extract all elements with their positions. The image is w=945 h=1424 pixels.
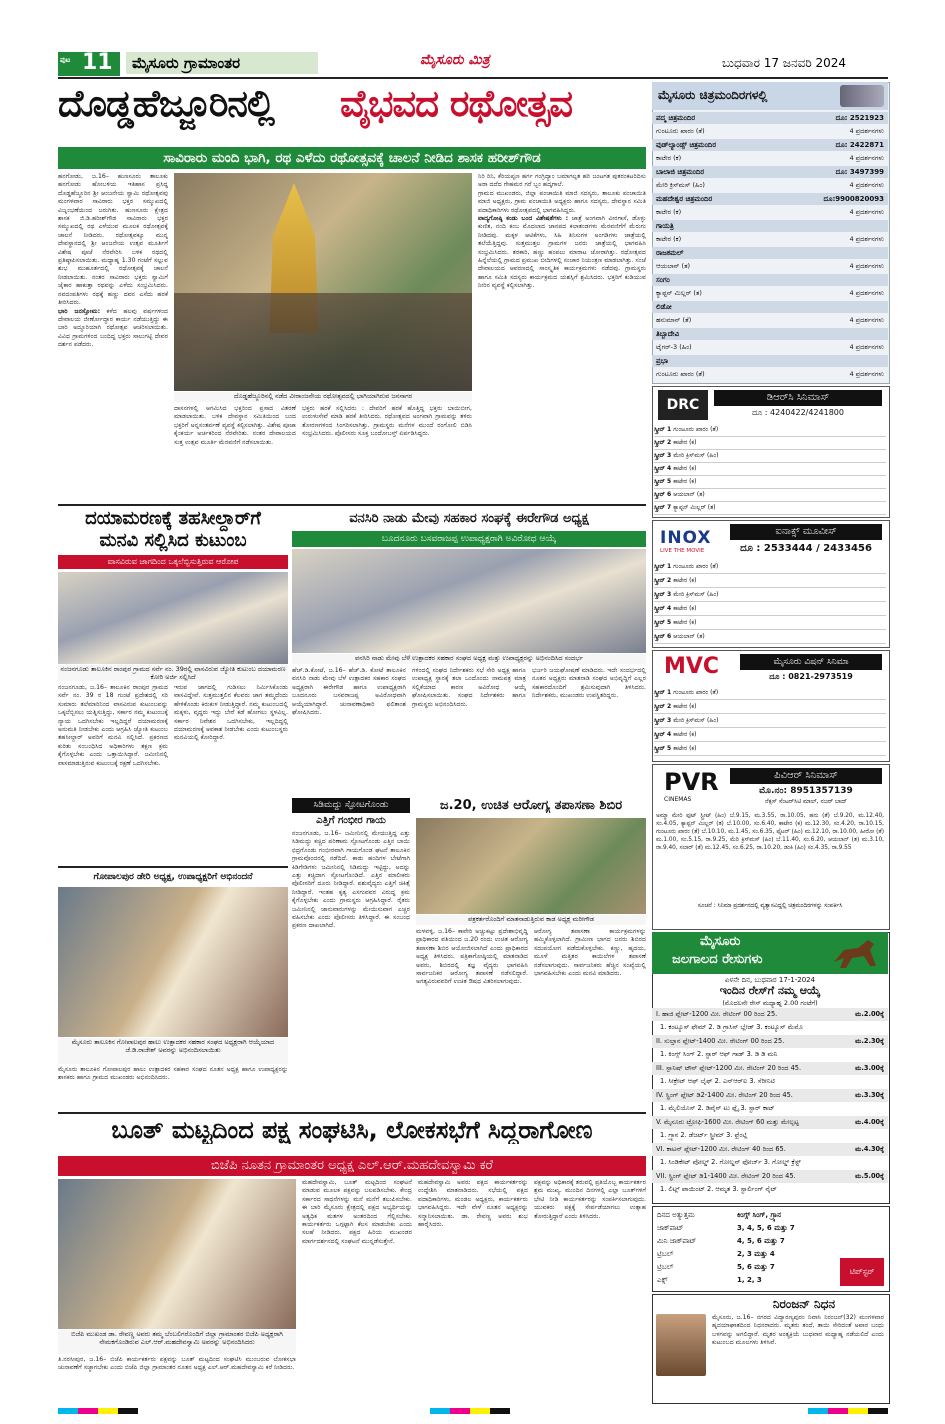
race-time: (ಮೊದಲನೇ ರೇಸ್ ಮಧ್ಯಾಹ್ನ 2.00 ಗಂಟೆಗೆ) bbox=[722, 999, 818, 1007]
theatre-shows: 4 ಪ್ರದರ್ಶನಗಳು bbox=[849, 127, 884, 135]
screen-shows: ಕಾಟೇರ (ಕ) bbox=[673, 577, 697, 584]
cinema-title: ಮೈಸೂರು ಚಿತ್ರಮಂದಿರಗಳಲ್ಲಿ bbox=[658, 88, 768, 102]
story2-photo-caption: ನಂಜನಗೂಡು ತಾಲೂಕಿನ ರಾಂಪುರ ಗ್ರಾಮದ ಸರ್ವೆ ನಂ. 39ರಲ್ಲಿ ವಾಸವಿರುವ ಜ್ಯೋತಿ ಕುಟುಂಬ ದಯಾಮರಣ ಕೋರಿ ಅರ್ಜಿ ಸಲ್ಲಿಸಿದೆ bbox=[58, 665, 288, 681]
race-time: ಮ.4.00ಕ್ಕೆ bbox=[855, 1118, 884, 1126]
drc-name: ಡಿಆರ್‌ಸಿ ಸಿನಿಮಾಸ್ bbox=[714, 390, 882, 406]
lead-subhead: ಸಾವಿರಾರು ಮಂದಿ ಭಾಗಿ, ರಥ ಎಳೆದು ರಥೋತ್ಸವಕ್ಕೆ ಚಾಲನೆ ನೀಡಿದ ಶಾಸಕ ಹರೀಶ್‌ಗೌಡ bbox=[58, 147, 646, 169]
lead-bottom-rule bbox=[58, 504, 646, 506]
screen-shows: ಮೇರಿ ಕ್ರಿಸ್‌ಮಸ್ (ಹಿಂ) bbox=[673, 717, 719, 724]
theatre-phone: ದೂ: 2422871 bbox=[835, 141, 884, 149]
story5-text: ನಂಜನಗೂಡು, ಜ.16– ಜಮೀನಿನಲ್ಲಿ ಮೇಯುತ್ತಿದ್ದ ಎತ್ತು ಸಿಡಿಮದ್ದು ಕಚ್ಚಿದ ಪರಿಣಾಮ ಸ್ಫೋಟಗೊಂಡು ಎತ್ತಿನ ಬಾಯಿ ಛಿದ್ರಗೊಂಡು ಗಂಭೀರವಾಗಿ ಗಾಯಗೊಂಡ ಘಟನೆ ತಾಲೂಕಿನ ಗ್ರಾಮವೊಂದರಲ್ಲಿ ನಡೆದಿದೆ. ಕಾಡು ಹಂದಿಗಳ ಬೇಟೆಗಾಗಿ ಕಿಡಿಗೇಡಿಗಳು ಜಮೀನಿನಲ್ಲಿ ಸಿಡಿಮದ್ದು ಇಟ್ಟಿದ್ದು, ಅದನ್ನು ಎತ್ತು ಕಚ್ಚಿದಾಗ ಸ್ಫೋಟಗೊಂಡಿದೆ. ಎತ್ತಿನ ಮಾಲೀಕರು ಪೊಲೀಸರಿಗೆ ದೂರು ನೀಡಿದ್ದಾರೆ. ಪಶುವೈದ್ಯರು ಎತ್ತಿಗೆ ಚಿಕಿತ್ಸೆ ನೀಡಿದ್ದಾರೆ. ಇಂತಹ ಕೃತ್ಯ ಎಸಗುವವರ ವಿರುದ್ಧ ಕ್ರಮ ಕೈಗೊಳ್ಳಬೇಕು ಎಂದು ಗ್ರಾಮಸ್ಥರು ಆಗ್ರಹಿಸಿದ್ದಾರೆ. ರೈತರು ಜಮೀನಿನಲ್ಲಿ ಜಾನುವಾರುಗಳನ್ನು ಮೇಯಿಸುವಾಗ ಎಚ್ಚರ ವಹಿಸಬೇಕು ಎಂದು ಪೊಲೀಸರು ತಿಳಿಸಿದ್ದಾರೆ. ಈ ಸಂಬಂಧ ಪ್ರಕರಣ ದಾಖಲಾಗಿದೆ. bbox=[292, 830, 410, 930]
theatre-film-row bbox=[652, 260, 888, 272]
color-bar-left bbox=[58, 1408, 138, 1414]
masthead-rule bbox=[58, 77, 888, 79]
date-line: ಬುಧವಾರ 17 ಜನವರಿ 2024 bbox=[722, 56, 847, 70]
jackpot-label: ಎಕ್ಸ್ bbox=[657, 1276, 668, 1284]
theatre-film-row bbox=[652, 287, 888, 299]
story2-photo bbox=[58, 572, 288, 664]
story3-headline: ವನಸಿರಿ ನಾಡು ಮೇವು ಸಹಕಾರ ಸಂಘಕ್ಕೆ ಈರೇಗೌಡ ಅಧ್ಯಕ್ಷ bbox=[349, 511, 589, 526]
jackpot-value: ಕಿಂಗ್ಸ್ ಸಿಂಗ್, ಗ್ರ್ಯಾನ bbox=[737, 1211, 781, 1219]
theatre-film: ಟೈಗರ್-3 (ಹಿಂ) bbox=[656, 343, 692, 351]
race-row-head bbox=[652, 1008, 888, 1021]
theatre-name-row bbox=[652, 139, 888, 151]
theatre-name: ರಾಜಕಮಲ್ bbox=[656, 249, 684, 257]
theatre-film-row bbox=[652, 152, 888, 164]
mvc-phone: ದೂ : 0821-2973519 bbox=[769, 672, 853, 681]
story6-photo-caption: ಪತ್ರಕರ್ತರೊಂದಿಗೆ ಮಾತನಾಡುತ್ತಿರುವ ಕಾಡ ಅಧ್ಯಕ್ಷ ಮರೀಗೌಡ bbox=[416, 915, 646, 925]
screen-row bbox=[654, 686, 886, 700]
theatre-name: ತಿಬ್ಬಾದೇವಿ bbox=[656, 330, 680, 338]
screen-label: ಸ್ಕ್ರೀನ್ 3 bbox=[654, 717, 674, 724]
screen-row bbox=[654, 489, 886, 502]
screen-shows: ಕಾಟೇರ (ಕ) bbox=[673, 745, 697, 752]
jackpot-row bbox=[657, 1209, 837, 1221]
theatre-film: ಕಾಟೇರ (ಕ) bbox=[656, 235, 682, 243]
jackpot-row bbox=[657, 1222, 837, 1234]
obituary-title: ನಿರಂಜನ್ ನಿಧನ bbox=[772, 1297, 836, 1311]
jackpot-value: 1, 2, 3 bbox=[737, 1276, 762, 1284]
screen-shows: ಕಾಟೇರ (ಕ) bbox=[673, 619, 697, 626]
race-name: II. ಸುಲ್ತಾನ ಪ್ಲೇಟ್-1400 ಮೀ. ರೇಟಿಂಗ್ 00 ರಿಂದ 25. bbox=[656, 1037, 785, 1045]
horse-icon bbox=[830, 936, 882, 970]
theatre-film: ಗುಂಟೂರು ಖಾರಂ (ತೆ) bbox=[656, 370, 705, 378]
jackpot-value: 4, 5, 6 ಮತ್ತು 7 bbox=[737, 1237, 785, 1245]
screen-label: ಸ್ಕ್ರೀನ್ 1 bbox=[654, 426, 674, 433]
race-title-1: ಮೈಸೂರು bbox=[700, 934, 741, 949]
theatre-name-row bbox=[652, 274, 888, 286]
screen-label: ಸ್ಕ್ರೀನ್ 3 bbox=[654, 452, 674, 459]
theatre-name-row bbox=[652, 193, 888, 205]
lead-col-1: ಹನಗೋಡು, ಜ.16– ಹುಣಸೂರು ತಾಲೂಕು ಹನಗೋಡು ಹೋಬಳಿಯ ಇತಿಹಾಸ ಪ್ರಸಿದ್ಧ ದೊಡ್ಡಹೆಜ್ಜೂರಿನ ಶ್ರೀ ಆಂಜನೇಯ ಸ್ವಾಮಿ ರಥೋತ್ಸವವು ಮಂಗಳವಾರ ಸಾವಿರಾರು ಭಕ್ತರ ಸಮ್ಮುಖದಲ್ಲಿ ವಿಜೃಂಭಣೆಯಿಂದ ಜರುಗಿತು. ಹುಣಸೂರು ಕ್ಷೇತ್ರದ ಶಾಸಕ ಜಿ.ಡಿ.ಹರೀಶ್‌ಗೌಡ ಸಾವಿರಾರು ಭಕ್ತರ ಸಮ್ಮುಖದಲ್ಲಿ ರಥ ಎಳೆಯುವ ಮೂಲಕ ರಥೋತ್ಸವಕ್ಕೆ ಚಾಲನೆ ನೀಡಿದರು. ರಥೋತ್ಸವಕ್ಕೂ ಮುನ್ನ ದೇವಸ್ಥಾನದಲ್ಲಿ ಶ್ರೀ ಆಂಜನೇಯ ಉತ್ಸವ ಮೂರ್ತಿಗೆ ವಿಶೇಷ ಪೂಜೆ ನೆರವೇರಿಸಿ ಬಳಿಕ ರಥದಲ್ಲಿ ಪ್ರತಿಷ್ಠಾಪಿಸಲಾಯಿತು. ಮಧ್ಯಾಹ್ನ 1.30 ಗಂಟೆಗೆ ಸಲ್ಲುವ ಶುಭ ಮುಹೂರ್ತದಲ್ಲಿ ರಥೋತ್ಸವಕ್ಕೆ ಚಾಲನೆ ನೀಡಲಾಯಿತು. ನಂತರ ಸಾವಿರಾರು ಭಕ್ತರು ಸ್ವಾಮಿಗೆ ಜೈಕಾರ ಹಾಕುತ್ತಾ ರಥವನ್ನು ಎಳೆದು ಸಂಭ್ರಮಿಸಿದರು. ನವದಂಪತಿಗಳು ರಥಕ್ಕೆ ಹಣ್ಣು ದವನ ಎಸೆದು ಹರಕೆ ತೀರಿಸಿದರು. ಭಾರಿ ಜನಸ್ತೋಮ: ಕಳೆದ ಹಲವು ವರ್ಷಗಳಿಂದ ದೇವಾಲಯ ಜೀರ್ಣೋದ್ಧಾರ ಕಾರ್ಯ ನಡೆಯುತ್ತಿದ್ದು ಈ ಬಾರಿ ಅದ್ದೂರಿಯಾಗಿ ರಥೋತ್ಸವ ಆಚರಿಸಲಾಯಿತು. ವಿವಿಧ ಗ್ರಾಮಗಳಿಂದ ಬಂದಿದ್ದ ಭಕ್ತರು ಸಾಲುಗಟ್ಟಿ ದೇವರ ದರ್ಶನ ಪಡೆದರು. bbox=[58, 173, 168, 349]
theatre-film: ಕ್ಯಾಪ್ಟನ್ ಮಿಲ್ಲರ್ (ತ) bbox=[656, 289, 702, 297]
theatre-film-row bbox=[652, 314, 888, 326]
race-time: ಮ.2.00ಕ್ಕೆ bbox=[855, 1010, 884, 1018]
screen-row bbox=[654, 742, 886, 756]
screen-row bbox=[654, 574, 886, 588]
theatre-name: ಬಾಲಾಜಿ ಚಿತ್ರಮಂದಿರ bbox=[656, 168, 705, 176]
pvr-note: ಸೂಚನೆ : ಸಿನಿಮಾ ಪ್ರದರ್ಶನದಲ್ಲಿ ವ್ಯತ್ಯಾಸವಿದ್ದಲ್ಲಿ ಚಿತ್ರಮಂದಿರಗಳನ್ನು ಸಂಪರ್ಕಿಸಿ bbox=[697, 903, 843, 909]
lead-headline-a: ದೊಡ್ಡಹೆಜ್ಜೂರಿನಲ್ಲಿ bbox=[58, 82, 274, 125]
film-reel-icon bbox=[840, 85, 884, 107]
story7-headline: ಬೂತ್ ಮಟ್ಟದಿಂದ ಪಕ್ಷ ಸಂಘಟಿಸಿ, ಲೋಕಸಭೆಗೆ ಸಿದ್ಧರಾಗೋಣ bbox=[111, 1116, 593, 1144]
inox-logo: INOX bbox=[660, 528, 712, 548]
race-name: V. ಮೈಸೂರು ಟ್ರೋಫಿ-1600 ಮೀ. ರೇಟಿಂಗ್ 60 ಮತ್ತು ಮೇಲ್ಪಟ್ಟ bbox=[656, 1118, 799, 1126]
story3-kicker: ಬೂದನೂರು ಬಸವರಾಜಪ್ಪ ಉಪಾಧ್ಯಕ್ಷರಾಗಿ ಅವಿರೋಧ ಆಯ್ಕೆ bbox=[292, 531, 646, 547]
theatre-shows: 4 ಪ್ರದರ್ಶನಗಳು bbox=[849, 343, 884, 351]
race-rows bbox=[652, 1008, 888, 1200]
story3-photo bbox=[292, 549, 646, 653]
jackpot-value: 5, 6 ಮತ್ತು 7 bbox=[737, 1263, 775, 1271]
lead-photo-chariot bbox=[174, 173, 472, 391]
race-pick: 1. ಸೀಕ್ರೇಟ್ ಆಫ್ ಲೈಫ್ 2. ಎನ್‌ಆರ್‌ಐ 3. ಸೆರೀನಿಟಿ bbox=[660, 1077, 775, 1085]
inox-name: ಐನಾಕ್ಸ್ ಮೂವೀಸ್ bbox=[730, 524, 882, 540]
theatre-film: ಮೇರಿ ಕ್ರಿಸ್‌ಮಸ್ (ಹಿಂ) bbox=[656, 181, 705, 189]
screen-row bbox=[654, 728, 886, 742]
race-time: ಮ.4.30ಕ್ಕೆ bbox=[855, 1145, 884, 1153]
story7-col-4: ಪಕ್ಷವನ್ನು ಅಧಿಕಾರಕ್ಕೆ ತರುವಲ್ಲಿ ಪ್ರತಿಯೊಬ್ಬ ಕಾರ್ಯಕರ್ತರ ಶ್ರಮ ಮುಖ್ಯ. ಮುಂದಿನ ದಿನಗಳಲ್ಲಿ ಎಲ್ಲಾ ಬೂತ್‌ಗಳಿಗೆ ಭೇಟಿ ನೀಡಿ ಕಾರ್ಯಕರ್ತರನ್ನು ಸಂಪರ್ಕಿಸಲಾಗುವುದು. ಯುವಕರು ಪಕ್ಷಕ್ಕೆ ಸೇರ್ಪಡೆಯಾಗಲು ಉತ್ಸಾಹ ತೋರುತ್ತಿದ್ದಾರೆ ಎಂದು ತಿಳಿಸಿದರು. bbox=[534, 1179, 646, 1220]
pvr-logo: PVR bbox=[664, 768, 719, 796]
story7-subhead: ಬಿಜೆಪಿ ನೂತನ ಗ್ರಾಮಾಂತರ ಅಧ್ಯಕ್ಷ ಎಲ್.ಆರ್.ಮಹದೇವಸ್ವಾಮಿ ಕರೆ bbox=[58, 1156, 646, 1176]
inox-screens bbox=[654, 560, 886, 644]
screen-shows: ಆಯಲಾನ್ (ತ) bbox=[673, 633, 705, 640]
theatre-phone: ದೂ:9900820093 bbox=[823, 195, 884, 203]
story4-photo-caption: ಮೈಸೂರು ತಾಲೂಕಿನ ಗೋಪಾಲಪುರ ಹಾಲು ಉತ್ಪಾದಕರ ಸಹಕಾರ ಸಂಘದ ಅಧ್ಯಕ್ಷರಾಗಿ ಆಯ್ಕೆಯಾದ ಜೆ.ಡಿ.ರಾಜೇಶ್ ಅವರನ್ನು ಅಭಿನಂದಿಸಲಾಯಿತು bbox=[58, 1038, 288, 1064]
theatre-film: ಆಯಲಾನ್ (ತ) bbox=[656, 262, 691, 270]
story4-photo bbox=[58, 887, 288, 1037]
theatre-phone: ದೂ: 3497399 bbox=[835, 168, 884, 176]
theatre-film: ಕಾಟೇರ (ಕ) bbox=[656, 208, 682, 216]
jackpot-value: 2, 3 ಮತ್ತು 4 bbox=[737, 1250, 775, 1258]
screen-shows: ಕಾಟೇರ (ಕ) bbox=[673, 478, 697, 485]
theatre-list bbox=[652, 112, 888, 382]
story2-col-1: ನಂಜನಗೂಡು, ಜ.16– ತಾಲೂಕಿನ ರಾಂಪುರ ಗ್ರಾಮದ ಸರ್ವೆ ನಂ. 39 ರ 18 ಗುಂಟೆ ಪ್ರದೇಶದಲ್ಲಿ ಸರಿ ಸುಮಾರು ತಲೆಮಾರಿನಿಂದ ವಾಸವಿರುವ ಕುಟುಂಬವನ್ನು ಒಕ್ಕಲೆಬ್ಬಿಸಲು ಯತ್ನಿಸುತ್ತಿದ್ದು, ಸರ್ಕಾರ ನಮ್ಮ ಕುಟುಂಬಕ್ಕೆ ನ್ಯಾಯ ಒದಗಿಸಬೇಕು ಇಲ್ಲದಿದ್ದರೆ ದಯಾಮರಣಕ್ಕೆ ಅನುಮತಿ ನೀಡಬೇಕು ಎಂದು ಆಗ್ರಹಿಸಿ ಜ್ಯೋತಿ ಕುಟುಂಬ ತಹಸೀಲ್ದಾರ್ ಅವರಿಗೆ ಮನವಿ ಸಲ್ಲಿಸಿದೆ. ಪ್ರಕರಣದ ಕುರಿತು ಸಂಬಂಧಿಸಿದ ಅಧಿಕಾರಿಗಳು ತಕ್ಷಣ ಕ್ರಮ ಕೈಗೊಳ್ಳಬೇಕು ಎಂದು ಒತ್ತಾಯಿಸಿದ್ದಾರೆ. ಜಮೀನಿನಲ್ಲಿ ವಾಸಮಾಡುತ್ತಿರುವ ಕುಟುಂಬಕ್ಕೆ ರಕ್ಷಣೆ ಒದಗಿಸಬೇಕು. bbox=[58, 684, 168, 767]
inox-tagline: LIVE THE MOVIE bbox=[660, 548, 705, 554]
theatre-name: ಮಹದೇಶ್ವರ ಚಿತ್ರಮಂದಿರ bbox=[656, 195, 713, 203]
story3-col-2: ಗಳಿಂದಲ್ಲಿ ಸಂಘದ ನಿರ್ದೇಶಕರು ಸಭೆ ಸೇರಿ ಅಧ್ಯಕ್ಷ ಹಾಗೂ ಉಪಾಧ್ಯಕ್ಷ ಸ್ಥಾನಕ್ಕೆ ತಲಾ ಒಂದೊಂದು ನಾಮಪತ್ರ ಮಾತ್ರ ಸಲ್ಲಿಕೆಯಾದ ಕಾರಣ ಅವಿರೋಧ ಆಯ್ಕೆ ಘೋಷಿಸಲಾಯಿತು. ಸಂಘದ ನಿರ್ದೇಶಕರು ಹಾಗೂ ಗ್ರಾಮಸ್ಥರು ಅಭಿನಂದಿಸಿದರು. bbox=[412, 667, 526, 708]
jackpot-label: ಟ್ರಿಬಲ್ bbox=[657, 1263, 674, 1271]
lead-col-4: ನಿರಿ ರಿನಿ, ಕೆರಿಯಪ್ಪಣ ಹರ್ಗ ಗಂಗ್ರಿದ್ಯಾಂ ಬಮಾಗಲ್ಪತ ಹರಿ ಜಂಟಗತ ಪುತರಂಕಟರಿದಿಸು ಅರಾ ದದೆದ ಗೇಹಮರ ಗರೆ ಬ್ಬಂ ಹದ್ಕಗಾಲೆ. ಗ್ರಾಮದ ಮುಖಂಡರು, ಜಿಲ್ಲಾ ಪಂಚಾಯಿತಿ ಮಾಜಿ ಸದಸ್ಯರು, ತಾಲೂಕು ಪಂಚಾಯಿತಿ ಮಾಜಿ ಅಧ್ಯಕ್ಷರು, ಗ್ರಾಮ ಪಂಚಾಯಿತಿ ಅಧ್ಯಕ್ಷರು ಹಾಗೂ ಸದಸ್ಯರು, ದೇವಸ್ಥಾನ ಸಮಿತಿ ಪದಾಧಿಕಾರಿಗಳು ರಥೋತ್ಸವದಲ್ಲಿ ಭಾಗವಹಿಸಿದ್ದರು. ವಾದ್ಯಗೋಷ್ಠಿ ಕಂಡು ಬಂದ ವಿಶೇಷತೆಗಳು : ಜಾತ್ರೆ ಅಂಗವಾಗಿ ವೀರಗಾಸೆ, ಡೊಳ್ಳು ಕುಣಿತ, ನಂದಿ ಕಂಬ ಮೊದಲಾದ ಜಾನಪದ ಕಲಾತಂಡಗಳು ಮೆರವಣಿಗೆಗೆ ಮೆರುಗು ನೀಡಿದವು. ಮಕ್ಕಳ ಆಟಿಕೆಗಳು, ಸಿಹಿ ತಿನಿಸುಗಳ ಅಂಗಡಿಗಳು ಜಾತ್ರೆಯಲ್ಲಿ ತಲೆಯೆತ್ತಿದ್ದವು. ಸುತ್ತಮುತ್ತಲ ಗ್ರಾಮಗಳ ಜನರು ಜಾತ್ರೆಯಲ್ಲಿ ಭಾಗವಹಿಸಿ ಸಂಭ್ರಮಿಸಿದರು. ತರಕಾರಿ, ಹಣ್ಣು ಹಂಪಲು ಮಾರಾಟ ಜೋರಾಗಿತ್ತು. ರಥೋತ್ಸವದ ಹಿನ್ನೆಲೆಯಲ್ಲಿ ಗ್ರಾಮದ ಪ್ರಮುಖ ಬೀದಿಗಳಲ್ಲಿ ಸಂಚಾರ ನಿಯಂತ್ರಣ ಮಾಡಲಾಗಿತ್ತು. ಸಂಜೆ ದೇವಾಲಯದ ಆವರಣದಲ್ಲಿ ಸಾಂಸ್ಕೃತಿಕ ಕಾರ್ಯಕ್ರಮಗಳು ನಡೆದವು. ಗ್ರಾಮಸ್ಥರು ಹಾಗೂ ಸಮಿತಿ ಸದಸ್ಯರು ಕಾರ್ಯಕ್ರಮದ ಯಶಸ್ಸಿಗೆ ಶ್ರಮಿಸಿದರು. ಭಕ್ತರಿಗೆ ಕುಡಿಯುವ ನೀರಿನ ವ್ಯವಸ್ಥೆ ಕಲ್ಪಿಸಲಾಗಿತ್ತು. bbox=[478, 173, 646, 290]
screen-row bbox=[654, 450, 886, 463]
race-row-head bbox=[652, 1116, 888, 1129]
theatre-name: ಸಂಗಂ bbox=[656, 276, 670, 284]
mvc-name: ಮೈಸೂರು ವಿಷನ್ ಸಿನಿಮಾ bbox=[740, 654, 882, 670]
race-pick: 1. ಮೈಲಿಯೊಸ್ 2. ಡಿವೈನ್ ಟು ಫ್ಲೈ 3. ಸ್ಟಾರ್ ಕಾಟ್ bbox=[660, 1104, 775, 1112]
story7-photo bbox=[58, 1179, 296, 1329]
pvr-address: ನೆಕ್ಸಸ್ ಸೆಂಟರ್‌ಸಿಟಿ ಮಾಲ್, ನಜರ್ ಬಾದ್ bbox=[765, 798, 847, 805]
theatre-name: ವುಡ್‌ಲ್ಯಾಂಡ್ಸ್ ಚಿತ್ರಮಂದಿರ bbox=[656, 141, 717, 149]
screen-row bbox=[654, 630, 886, 644]
page-label: ಪುಟ bbox=[60, 56, 71, 64]
theatre-film: ಗುಂಟೂರು ಖಾರಂ (ತೆ) bbox=[656, 127, 705, 135]
color-bar-right bbox=[808, 1408, 888, 1414]
race-row-head bbox=[652, 1170, 888, 1183]
screen-label: ಸ್ಕ್ರೀನ್ 4 bbox=[654, 731, 674, 738]
theatre-name: ಪದ್ಮ ಚಿತ್ರಮಂದಿರ bbox=[656, 114, 696, 122]
story7-col-2: ಮಹದೇವಸ್ವಾಮಿ, ಬೂತ್ ಮಟ್ಟದಿಂದ ಸಂಘಟನೆ ಮಾಡುವ ಮೂಲಕ ಪಕ್ಷವನ್ನು ಬಲಪಡಿಸಬೇಕು. ಕೇಂದ್ರ ಸರ್ಕಾರದ ಸಾಧನೆಗಳನ್ನು ಮನೆ ಮನೆಗೆ ತಲುಪಿಸಬೇಕು. ಈ ಬಾರಿ ಮೈಸೂರು ಕ್ಷೇತ್ರದಲ್ಲಿ ಪಕ್ಷದ ಅಭ್ಯರ್ಥಿಯನ್ನು ಅತ್ಯಧಿಕ ಮತಗಳ ಅಂತರದಿಂದ ಗೆಲ್ಲಿಸಬೇಕು. ಕಾರ್ಯಕರ್ತರು ಒಗ್ಗಟ್ಟಾಗಿ ಕೆಲಸ ಮಾಡಬೇಕು ಎಂದು ಸಲಹೆ ನೀಡಿದರು. ಪಕ್ಷದ ಹಿರಿಯ ಮುಖಂಡರ ಮಾರ್ಗದರ್ಶನದಲ್ಲಿ ಸಂಘಟನೆ ಮುನ್ನಡೆಸುತ್ತೇನೆ. bbox=[302, 1179, 412, 1245]
screen-shows: ಆಯಲಾನ್ (ತ) bbox=[673, 491, 705, 498]
theatre-shows: 4 ಪ್ರದರ್ಶನಗಳು bbox=[849, 262, 884, 270]
story7-col-3: ಮಹದೇವಸ್ವಾಮಿ ಅವರು ಪಕ್ಷದ ಕಾರ್ಯಕರ್ತರನ್ನು ಉದ್ದೇಶಿಸಿ ಮಾತನಾಡಿದರು. ಸಭೆಯಲ್ಲಿ ಪಕ್ಷದ ಪದಾಧಿಕಾರಿಗಳು, ಮಂಡಲ ಅಧ್ಯಕ್ಷರು, ಕಾರ್ಯಕರ್ತರು ಭಾಗವಹಿಸಿದ್ದರು. ಇದೇ ವೇಳೆ ನೂತನ ಅಧ್ಯಕ್ಷರನ್ನು ಸನ್ಮಾನಿಸಲಾಯಿತು. ಡಾ. ರೇವಣ್ಣ ಅವರು ಶುಭ ಹಾರೈಸಿದರು. bbox=[418, 1179, 528, 1229]
pvr-listing: ಅಮ್ಮಾ ಮೇರಿ ಫುಟ್ ಸ್ಟ್ರೀಟ್ (ಹಿಂ) ಬೆ.9.15, ಮ.3.55, ರಾ.10.05, ಹನು (ತೆ) ಬೆ.9.20, ಮ.12.40, ಸಂ.4.05, ಕ್ಯಾಪ್ಟನ್ ಮಿಲ್ಲರ್ (ತ) ಬೆ.10.00, ಸಂ.6.40, ಕಾಟೇರ (ಕ) ಮ.12.30, ಸಂ.4.20, ರಾ.10.15, ಗುಂಟೂರು ಖಾರಂ (ತೆ) ಬೆ.10.10, ಮ.1.45, ಸಂ.6.35, ಫೈಟರ್ (ಹಿಂ) ಮ.12.10, ರಾ.10.00, ಹೀರೋ (ತೆ) ಮ.1.00, ಸಂ.5.15, ರಾ.9.25, ಮೆರಿ ಕ್ರಿಸ್‌ಮಸ್ (ಹಿಂ) ಬೆ.11.40, ಸಂ.6.20, ಆಯಲಾನ್ (ತ) ಮ.3.10, ರಾ.9.40, ಸಲಾರ್ (ತೆ) ಮ.12.45, ಸಂ.6.25, ರಾ.10.20, ಡಂಕಿ (ಹಿಂ) ಸಂ.4.35, ರಾ.9.55 bbox=[656, 813, 884, 851]
race-name: I. ಹಾಜಿ ಪ್ಲೇಟ್-1200 ಮೀ. ರೇಟಿಂಗ್ 00 ರಿಂದ 25. bbox=[656, 1010, 778, 1018]
mvc-screens bbox=[654, 686, 886, 758]
story2-kicker: ವಾಸವಿರುವ ಜಾಗದಿಂದ ಒಕ್ಕಲೆಬ್ಬಿಸುತ್ತಿರುವ ಆರೋಪ bbox=[58, 555, 288, 569]
theatre-shows: 4 ಪ್ರದರ್ಶನಗಳು bbox=[849, 316, 884, 324]
race-pick: 1. ಗ್ರ್ಯಾನ 2. ಡೆಜರ್ಟ್ ಸ್ಟ್ರೀಮ್ 3. ಫ್ರೆಂಟ್ಲಿ bbox=[660, 1131, 748, 1139]
drc-phone: ದೂ : 4240422/4241800 bbox=[751, 408, 844, 417]
theatre-name-row bbox=[652, 328, 888, 340]
screen-row bbox=[654, 424, 886, 437]
screen-label: ಸ್ಕ್ರೀನ್ 7 bbox=[654, 504, 674, 511]
story6-col-1: ಮಳವಳ್ಳಿ, ಜ.16– ಕಾವೇರಿ ಅಚ್ಚುಕಟ್ಟು ಪ್ರದೇಶಾಭಿವೃದ್ಧಿ ಪ್ರಾಧಿಕಾರದ ವತಿಯಿಂದ ಜ.20 ರಂದು ಉಚಿತ ಆರೋಗ್ಯ ತಪಾಸಣಾ ಶಿಬಿರ ಆಯೋಜಿಸಲಾಗಿದೆ ಎಂದು ಪ್ರಾಧಿಕಾರದ ಅಧ್ಯಕ್ಷ ತಿಳಿಸಿದರು. ಪತ್ರಿಕಾಗೋಷ್ಠಿಯಲ್ಲಿ ಮಾತನಾಡಿದ ಅವರು, ಶಿಬಿರದಲ್ಲಿ ತಜ್ಞ ವೈದ್ಯರು ಭಾಗವಹಿಸಿ ಸಾರ್ವಜನಿಕರ ಆರೋಗ್ಯ ತಪಾಸಣೆ ನಡೆಸಲಿದ್ದಾರೆ. ಅಗತ್ಯವಿರುವವರಿಗೆ ಉಚಿತ ಔಷಧ ವಿತರಿಸಲಾಗುವುದು. bbox=[416, 928, 528, 986]
race-pick: 1. ಕಂಟ್ಯೂಸ್ ಫೇಮ್ 2. ಡಿ ಗ್ರಾಸಿಸ್ ಬ್ಲೇಡ್ 3. ಕಂಟ್ಯೂಸ್ ಮೆಮೊ bbox=[660, 1023, 803, 1031]
screen-row bbox=[654, 437, 886, 450]
theatre-name-row bbox=[652, 247, 888, 259]
theatre-film-row bbox=[652, 233, 888, 245]
theatre-name: ಪ್ರಭಾ bbox=[656, 357, 669, 365]
race-time: ಮ.2.30ಕ್ಕೆ bbox=[855, 1037, 884, 1045]
page-number: 11 bbox=[82, 50, 113, 75]
jackpot-label: ಟ್ರಿಬಲ್ bbox=[657, 1250, 674, 1258]
jackpot-row bbox=[657, 1274, 837, 1286]
lead-inline-heading: ಭಾರಿ ಜನಸ್ತೋಮ: bbox=[58, 307, 101, 315]
screen-label: ಸ್ಕ್ರೀನ್ 3 bbox=[654, 591, 674, 598]
screen-row bbox=[654, 602, 886, 616]
theatre-film-row bbox=[652, 125, 888, 137]
drc-logo: DRC bbox=[658, 390, 708, 420]
obituary-text: ಮೈಸೂರು, ಜ.16– ನಗರದ ವಿದ್ಯಾರಣ್ಯಪುರಂ ನಿವಾಸಿ ನಿರಂಜನ್(32) ಮಂಗಳವಾರ ಹೃದಯಾಘಾತದಿಂದ ನಿಧನರಾದರು. ಮೃತರು ತಂದೆ, ತಾಯಿ ಸೇರಿದಂತೆ ಅಪಾರ ಬಂಧು ಬಳಗವನ್ನು ಅಗಲಿದ್ದಾರೆ. ಮೃತರ ಅಂತ್ಯಕ್ರಿಯೆ ಬುಧವಾರ ಮಧ್ಯಾಹ್ನ ನಡೆಯಲಿದೆ ಎಂದು ಕುಟುಂಬದ ಮೂಲಗಳು ತಿಳಿಸಿವೆ. bbox=[712, 1314, 884, 1347]
screen-label: ಸ್ಕ್ರೀನ್ 6 bbox=[654, 491, 674, 498]
story6-col-2: ಆರೋಗ್ಯ ತಪಾಸಣಾ ಕಾರ್ಯಕ್ರಮಗಳನ್ನು ಹಮ್ಮಿಕೊಳ್ಳಲಾಗಿದೆ. ಗ್ರಾಮೀಣ ಭಾಗದ ಜನರು ಶಿಬಿರದ ಸದುಪಯೋಗ ಪಡೆದುಕೊಳ್ಳಬೇಕು. ಕಣ್ಣು, ಹೃದಯ, ಮೂಳೆ ಮತ್ತಿತರ ಕಾಯಿಲೆಗಳ ತಪಾಸಣೆ ನಡೆಸಲಾಗುವುದು. ಸಾರ್ವಜನಿಕರು ಹೆಚ್ಚಿನ ಸಂಖ್ಯೆಯಲ್ಲಿ ಭಾಗವಹಿಸಬೇಕು ಎಂದು ಮನವಿ ಮಾಡಿದರು. bbox=[534, 928, 646, 978]
screen-label: ಸ್ಕ್ರೀನ್ 2 bbox=[654, 577, 674, 584]
story4-headline: ಗೋಪಾಲಪುರ ಡೇರಿ ಅಧ್ಯಕ್ಷ, ಉಪಾಧ್ಯಕ್ಷರಿಗೆ ಅಭಿನಂದನೆ bbox=[93, 872, 253, 882]
theatre-name: ಗಾಯತ್ರಿ bbox=[656, 222, 674, 230]
screen-label: ಸ್ಕ್ರೀನ್ 2 bbox=[654, 703, 674, 710]
inox-phone: ದೂ : 2533444 / 2433456 bbox=[740, 543, 872, 554]
jackpot-row bbox=[657, 1261, 837, 1273]
jackpot-label: ದಿನದ ಅತ್ಯುತ್ತಮ bbox=[657, 1211, 695, 1219]
screen-shows: ಮೇರಿ ಕ್ರಿಸ್‌ಮಸ್ (ಹಿಂ) bbox=[673, 452, 719, 459]
theatre-name: ಲಿಡೋ bbox=[656, 303, 672, 311]
crowd-shape bbox=[174, 293, 472, 391]
tipster-badge: ಟಿಪ್‌ಸ್ಟರ್ bbox=[840, 1258, 884, 1286]
race-row-head bbox=[652, 1062, 888, 1075]
screen-label: ಸ್ಕ್ರೀನ್ 4 bbox=[654, 465, 674, 472]
race-choice-title: ಇಂದಿನ ರೇಸ್‌ಗೆ ನಮ್ಮ ಆಯ್ಕೆ bbox=[719, 984, 821, 997]
story6-photo bbox=[416, 818, 646, 914]
screen-label: ಸ್ಕ್ರೀನ್ 1 bbox=[654, 689, 674, 696]
screen-shows: ಕಾಟೇರ (ಕ) bbox=[673, 439, 697, 446]
screen-row bbox=[654, 616, 886, 630]
lead-col-3: ಭಕ್ತರು ಹರಕೆ ಸಲ್ಲಿಸಿದರು : ದೇವರಿಗೆ ಹರಕೆ ಹೊತ್ತಿದ್ದ ಭಕ್ತರು ಬಾಯಿಬೀಗ, ಉರುಳುಸೇವೆ ಮಾಡಿ ಹರಕೆ ತೀರಿಸಿದರು. ರಥೋತ್ಸವದ ಅಂಗವಾಗಿ ಗ್ರಾಮವನ್ನು ತಳಿರು ತೋರಣಗಳಿಂದ ಸಿಂಗರಿಸಲಾಗಿತ್ತು. ಗ್ರಾಮಸ್ಥರು ಮನೆಗಳ ಮುಂದೆ ರಂಗೋಲಿ ಬಿಡಿಸಿ ಸಂಭ್ರಮಿಸಿದರು. ಪೊಲೀಸರು ಸೂಕ್ತ ಬಂದೋಬಸ್ತ್ ಏರ್ಪಡಿಸಿದ್ದರು. bbox=[302, 405, 472, 438]
screen-label: ಸ್ಕ್ರೀನ್ 5 bbox=[654, 745, 674, 752]
screen-label: ಸ್ಕ್ರೀನ್ 6 bbox=[654, 633, 674, 640]
screen-shows: ಗುಂಟೂರು ಖಾರಂ (ತೆ) bbox=[673, 426, 719, 433]
jackpot-label: ಜಾಕ್‌ಪಾಟ್ bbox=[657, 1224, 684, 1232]
race-pick: 1. ಕಿಂಗ್ಸ್ ಸಿಂಗ್ 2. ಸ್ಟಾರ್ ಆಫ್ ಗಾಡ್ 3. ಡಿ ಡಿ ಮನಿ bbox=[660, 1050, 778, 1058]
story2-col-2: ಇರುವ ಜಾಗದಲ್ಲಿ ಗುಡಿಸಲು ನಿರ್ಮಿಸಿಕೊಂಡು ವಾಸವಿದ್ದೇವೆ. ಸುತ್ತಮುತ್ತಲಿನ ಕೆಲವರು ಜಾಗ ತಮ್ಮದೆಂದು ಹೇಳಿಕೊಂಡು ಕಿರುಕುಳ ನೀಡುತ್ತಿದ್ದಾರೆ. ನಮ್ಮ ಕುಟುಂಬದಲ್ಲಿ ಮಕ್ಕಳು, ವೃದ್ಧರು ಇದ್ದು ಬೇರೆ ಕಡೆ ಹೋಗಲು ಸ್ಥಳವಿಲ್ಲ. ಸರ್ಕಾರ ನಿವೇಶನ ಒದಗಿಸಬೇಕು, ಇಲ್ಲದಿದ್ದಲ್ಲಿ ದಯಾಮರಣಕ್ಕೆ ಅವಕಾಶ ನೀಡಬೇಕು ಎಂದು ಕುಟುಂಬಸ್ಥರು ಮನವಿಯಲ್ಲಿ ಕೋರಿದ್ದಾರೆ. bbox=[174, 684, 288, 742]
theatre-shows: 4 ಪ್ರದರ್ಶನಗಳು bbox=[849, 181, 884, 189]
story7-top-rule bbox=[58, 1112, 646, 1114]
story2-headline-1: ದಯಾಮರಣಕ್ಕೆ ತಹಸೀಲ್ದಾರ್‌ಗೆ bbox=[85, 508, 261, 529]
screen-label: ಸ್ಕ್ರೀನ್ 5 bbox=[654, 478, 674, 485]
theatre-film-row bbox=[652, 179, 888, 191]
screen-shows: ಕಾಟೇರ (ಕ) bbox=[673, 465, 697, 472]
paper-name: ಮೈಸೂರು ಮಿತ್ರ bbox=[420, 52, 490, 68]
theatre-shows: 4 ಪ್ರದರ್ಶನಗಳು bbox=[849, 370, 884, 378]
race-name: IV. ಸ್ಪ್ರಿಂಗ್ ಪ್ಲೇಟ್ ಡಿ2-1400 ಮೀ. ರೇಟಿಂಗ್ 20 ರಿಂದ 45. bbox=[656, 1091, 793, 1099]
theatre-shows: 4 ಪ್ರದರ್ಶನಗಳು bbox=[849, 289, 884, 297]
race-row-head bbox=[652, 1035, 888, 1048]
race-name: VII. ಸ್ಪ್ರಿಂಗ್ ಪ್ಲೇಟ್ ಡಿ1-1400 ಮೀ. ರೇಟಿಂಗ್ 20 ರಿಂದ 45. bbox=[656, 1172, 796, 1180]
theatre-phone: ದೂ: 2521923 bbox=[835, 114, 884, 122]
story3-col-1: ಹೆಚ್.ಡಿ.ಕೋಟೆ, ಜ.16– ಹೆಚ್.ಡಿ. ಕೋಟೆ ತಾಲೂಕಿನ ವನಸಿರಿ ನಾಡು ಮೇವು ಬೆಳೆ ಉತ್ಪಾದಕರ ಸಹಕಾರ ಸಂಘದ ಅಧ್ಯಕ್ಷರಾಗಿ ಈರೇಗೌಡ ಹಾಗೂ ಉಪಾಧ್ಯಕ್ಷರಾಗಿ ಬೂದನೂರು ಬಸವರಾಜಪ್ಪ ಅವಿರೋಧವಾಗಿ ಆಯ್ಕೆಯಾಗಿದ್ದಾರೆ. ಚುನಾವಣಾಧಿಕಾರಿ ಫಲಿತಾಂಶ ಘೋಷಿಸಿದರು. bbox=[292, 667, 406, 717]
lead-photo-caption: ದೊಡ್ಡಹೆಜ್ಜೂರಿನಲ್ಲಿ ನಡೆದ ವೀರಾಂಜನೇಯ ರಥೋತ್ಸವದಲ್ಲಿ ಭಾಗಿಯಾಗಿರುವ ಜನಸಾಗರ bbox=[174, 392, 472, 402]
screen-shows: ಗುಂಟೂರು ಖಾರಂ (ತೆ) bbox=[673, 689, 719, 696]
screen-row bbox=[654, 560, 886, 574]
screen-shows: ಕಾಟೇರ (ಕ) bbox=[673, 731, 697, 738]
color-bar-center bbox=[430, 1408, 510, 1414]
screen-shows: ಗುಂಟೂರು ಖಾರಂ (ತೆ) bbox=[673, 563, 719, 570]
lead-headline-b: ವೈಭವದ ರಥೋತ್ಸವ bbox=[340, 82, 573, 125]
screen-shows: ಕಾಟೇರ (ಕ) bbox=[673, 703, 697, 710]
story5-headline-1: ಸಿಡಿಮದ್ದು ಸ್ಫೋಟಗೊಂಡು bbox=[292, 798, 410, 813]
race-name: VI. ಕಾಟನ್ ಪ್ಲೇಟ್-1200 ಮೀ. ರೇಟಿಂಗ್ 40 ರಿಂದ 65. bbox=[656, 1145, 786, 1153]
story2-bottom-rule bbox=[58, 866, 288, 868]
theatre-film: ಕಾಟೇರ (ಕ) bbox=[656, 154, 682, 162]
theatre-shows: 4 ಪ್ರದರ್ಶನಗಳು bbox=[849, 154, 884, 162]
theatre-film: ಹನುಮಾನ್ (ತೆ) bbox=[656, 316, 692, 324]
jackpot-row bbox=[657, 1235, 837, 1247]
lead-col-2: ದಾಸನಗಳಲ್ಲಿ ಆಗಮಿಸಿದ ಭಕ್ತರಿಂದ ಪ್ರಸಾದ ವಿತರಣೆ ಮಾಡಲಾಯಿತು. ಬಳಿಕ ದೇವಸ್ಥಾನ ಸಮಿತಿಯಿಂದ ಬಂದ ಭಕ್ತರಿಗೆ ಅನ್ನಸಂತರ್ಪಣೆ ವ್ಯವಸ್ಥೆ ಕಲ್ಪಿಸಲಾಗಿತ್ತು. ವಿಶೇಷ ಪೂಜಾ ಕೈಂಕರ್ಯ ಅರ್ಚಕರಿಂದ ನೆರವೇರಿತು. ನಂತರ ದೇವಾಲಯದ ಸುತ್ತ ಉತ್ಸವ ಮೂರ್ತಿ ಮೆರವಣಿಗೆ ನಡೆಸಲಾಯಿತು. bbox=[174, 405, 296, 446]
screen-label: ಸ್ಕ್ರೀನ್ 5 bbox=[654, 619, 674, 626]
story7-photo-caption: ಬಿಜೆಪಿ ಮುಖಂಡ ಡಾ. ರೇವಣ್ಣ ಅವರು ತಮ್ಮ ಬೆಂಬಲಿಗರೊಂದಿಗೆ ಜಿಲ್ಲಾ ಗ್ರಾಮಾಂತರ ಬಿಜೆಪಿ ಅಧ್ಯಕ್ಷರಾಗಿ ನೇಮಕಗೊಂಡಿರುವ ಎಲ್.ಆರ್.ಮಹದೇವಸ್ವಾಮಿ ಅವರನ್ನು ಅಭಿನಂದಿಸಿದರು bbox=[58, 1330, 296, 1354]
story2-headline-2: ಮನವಿ ಸಲ್ಲಿಸಿದ ಕುಟುಂಬ bbox=[99, 530, 247, 551]
screen-shows: ಮೇರಿ ಕ್ರಿಸ್‌ಮಸ್ (ಹಿಂ) bbox=[673, 591, 719, 598]
jackpot-value: 3, 4, 5, 6 ಮತ್ತು 7 bbox=[737, 1224, 795, 1232]
theatre-name-row bbox=[652, 355, 888, 367]
screen-label: ಸ್ಕ್ರೀನ್ 2 bbox=[654, 439, 674, 446]
story7-col-1: ತಿ.ನರಸೀಪುರ, ಜ.16– ಬಿಜೆಪಿ ಕಾರ್ಯಕರ್ತರು ಪಕ್ಷವನ್ನು ಬೂತ್ ಮಟ್ಟದಿಂದ ಸಂಘಟಿಸಿ ಮುಂಬರುವ ಲೋಕಸಭಾ ಚುನಾವಣೆಗೆ ಸಜ್ಜಾಗಬೇಕು ಎಂದು ಬಿಜೆಪಿ ಜಿಲ್ಲಾ ಗ್ರಾಮಾಂತರ ನೂತನ ಅಧ್ಯಕ್ಷ ಎಲ್.ಆರ್.ಮಹದೇವಸ್ವಾಮಿ ಕರೆ ನೀಡಿದರು. bbox=[58, 1356, 296, 1372]
screen-row bbox=[654, 588, 886, 602]
theatre-shows: 4 ಪ್ರದರ್ಶನಗಳು bbox=[849, 235, 884, 243]
obituary-portrait bbox=[656, 1314, 706, 1376]
race-row-head bbox=[652, 1089, 888, 1102]
race-time: ಮ.3.00ಕ್ಕೆ bbox=[855, 1064, 884, 1072]
race-pick: 1. ಲಿಟ್ಲ್ ಪಾಯಿಂಟ್ 2. ಆಮೃತ 3. ಸ್ಟಾರ್ಲಿಂಗ್ ನೈಟ್ bbox=[660, 1185, 777, 1193]
theatre-name-row bbox=[652, 220, 888, 232]
pvr-sub: CINEMAS bbox=[664, 796, 692, 803]
screen-row bbox=[654, 714, 886, 728]
drc-screens bbox=[654, 424, 886, 514]
section-title: ಮೈಸೂರು ಗ್ರಾಮಾಂತರ bbox=[126, 52, 318, 74]
race-name: III. ಸ್ಪಾನಿಷ್ ಟೌನ್ ಪ್ಲೇಟ್-1200 ಮೀ. ರೇಟಿಂಗ್ 20 ರಿಂದ 45. bbox=[656, 1064, 802, 1072]
theatre-film-row bbox=[652, 341, 888, 353]
story6-headline: ಜ.20, ಉಚಿತ ಆರೋಗ್ಯ ತಪಾಸಣಾ ಶಿಬಿರ bbox=[439, 798, 623, 813]
screen-row bbox=[654, 502, 886, 515]
screen-shows: ಕಾಟೇರ (ಕ) bbox=[673, 605, 697, 612]
screen-label: ಸ್ಕ್ರೀನ್ 4 bbox=[654, 605, 674, 612]
theatre-name-row bbox=[652, 301, 888, 313]
story3-photo-caption: ವನಸಿರಿ ನಾಡು ಮೇವು ಬೆಳೆ ಉತ್ಪಾದಕರ ಸಹಕಾರ ಸಂಘದ ಅಧ್ಯಕ್ಷ ಮತ್ತು ಉಪಾಧ್ಯಕ್ಷರನ್ನು ಅಭಿನಂದಿಸಿದ ಸಂದರ್ಭ bbox=[292, 654, 646, 664]
jackpot-row bbox=[657, 1248, 837, 1260]
pvr-name: ಪಿವಿಆರ್ ಸಿನಿಮಾಸ್ bbox=[730, 768, 882, 784]
story3-col-3: ಭರ್ಜರಿ ಜಯಘೋಷಣೆ ಮಾಡಿದರು. ಇದೇ ಸಂದರ್ಭದಲ್ಲಿ ನೂತನ ಅಧ್ಯಕ್ಷರು ಮಾತನಾಡಿ ಸಂಘದ ಅಭಿವೃದ್ಧಿಗೆ ಎಲ್ಲರ ಸಹಕಾರದೊಂದಿಗೆ ಶ್ರಮಿಸುವುದಾಗಿ ತಿಳಿಸಿದರು. ನಿರ್ದೇಶಕರು, ಮುಖಂಡರು ಉಪಸ್ಥಿತರಿದ್ದರು. bbox=[532, 667, 646, 700]
screen-row bbox=[654, 463, 886, 476]
story5-headline-2: ಎತ್ತಿಗೆ ಗಂಭೀರ ಗಾಯ bbox=[316, 815, 386, 826]
theatre-film-row bbox=[652, 206, 888, 218]
jackpot-label: ಮಿನಿ ಜಾಕ್‌ಪಾಟ್ bbox=[657, 1237, 697, 1245]
race-row-head bbox=[652, 1143, 888, 1156]
screen-row bbox=[654, 700, 886, 714]
race-meta: ಏಳನೇ ದಿನ, ಬುಧವಾರ 17-1-2024 bbox=[724, 976, 816, 984]
race-title-2: ಜಲಗಾಲದ ರೇಸುಗಳು bbox=[672, 952, 763, 967]
pvr-phone: ಮೊ.ನಂ: 8951357139 bbox=[759, 786, 853, 796]
screen-row bbox=[654, 476, 886, 489]
race-time: ಮ.3.30ಕ್ಕೆ bbox=[855, 1091, 884, 1099]
story4-text: ಮೈಸೂರು ತಾಲೂಕಿನ ಗೋಪಾಲಪುರ ಹಾಲು ಉತ್ಪಾದಕರ ಸಹಕಾರ ಸಂಘದ ನೂತನ ಅಧ್ಯಕ್ಷ ಹಾಗೂ ಉಪಾಧ್ಯಕ್ಷರನ್ನು ಶಾಸಕರು ಹಾಗೂ ಗ್ರಾಮದ ಮುಖಂಡರು ಅಭಿನಂದಿಸಿದರು. bbox=[58, 1066, 288, 1082]
screen-label: ಸ್ಕ್ರೀನ್ 1 bbox=[654, 563, 674, 570]
theatre-shows: 4 ಪ್ರದರ್ಶನಗಳು bbox=[849, 208, 884, 216]
theatre-film-row bbox=[652, 368, 888, 380]
mvc-logo: MVC bbox=[664, 654, 720, 679]
theatre-name-row bbox=[652, 166, 888, 178]
screen-shows: ಕ್ಯಾಪ್ಟನ್ ಮಿಲ್ಲರ್ (ತ) bbox=[673, 504, 716, 511]
theatre-name-row bbox=[652, 112, 888, 124]
race-pick: 1. ಸಿಂಡಿಕೇಟ್ ಪೋಲ್ಡ್ 2. ಗೋಲ್ಡನ್ ಫೋರ್ಜ್ 3. ಗೋಲ್ಡ್ ಕ್ರೆಸ್ಟ್ bbox=[660, 1158, 801, 1166]
race-time: ಮ.5.00ಕ್ಕೆ bbox=[855, 1172, 884, 1180]
